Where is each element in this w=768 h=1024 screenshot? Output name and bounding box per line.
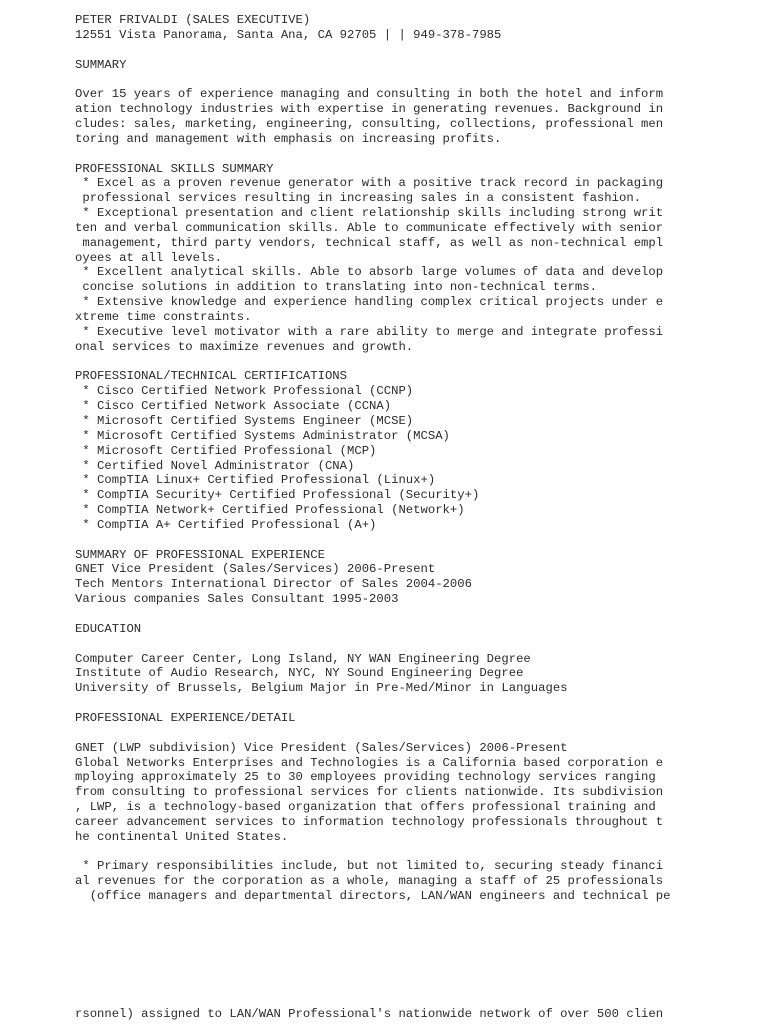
resume-line: * CompTIA A+ Certified Professional (A+) (75, 517, 377, 532)
resume-line: * CompTIA Network+ Certified Professional (Network+) (75, 503, 465, 518)
resume-line: Computer Career Center, Long Island, NY WAN Engineering Degree (75, 651, 531, 666)
resume-line: xtreme time constraints. (75, 310, 252, 324)
resume-line: concise solutions in addition to translating into non-technical terms. (75, 280, 597, 295)
page-continuation-line: rsonnel) assigned to LAN/WAN Professional's nationwide network of over 500 clien (75, 1007, 664, 1021)
resume-line: ten and verbal communication skills. Able to communicate effectively with senior (75, 220, 664, 235)
resume-line: PROFESSIONAL EXPERIENCE/DETAIL (75, 710, 296, 725)
resume-line: * Excel as a proven revenue generator with a positive track record in packaging (75, 176, 664, 191)
resume-line: onal services to maximize revenues and growth. (75, 339, 414, 354)
resume-line: toring and management with emphasis on increasing profits. (75, 131, 502, 146)
resume-line: oyees at all levels. (75, 250, 223, 265)
resume-line: cludes: sales, marketing, engineering, consulting, collections, professional men (75, 116, 664, 131)
resume-line: * Cisco Certified Network Professional (CCNP) (75, 384, 414, 399)
resume-line: * Cisco Certified Network Associate (CCNA) (75, 399, 392, 414)
resume-line: EDUCATION (75, 621, 142, 636)
resume-line: * Executive level motivator with a rare ability to merge and integrate professi (75, 324, 664, 339)
resume-line: * Excellent analytical skills. Able to absorb large volumes of data and develop (75, 265, 664, 280)
resume-line: * Extensive knowledge and experience handling complex critical projects under e (75, 295, 664, 310)
resume-line: * CompTIA Linux+ Certified Professional (Linux+) (75, 473, 436, 488)
resume-line: SUMMARY (75, 57, 127, 72)
resume-line: * Microsoft Certified Systems Engineer (MCSE) (75, 413, 414, 428)
resume-line: SUMMARY OF PROFESSIONAL EXPERIENCE (75, 547, 325, 562)
resume-line: * Primary responsibilities include, but not limited to, securing steady financi (75, 859, 664, 874)
resume-line: , LWP, is a technology-based organization that offers professional training and (75, 800, 656, 815)
resume-line: (office managers and departmental directors, LAN/WAN engineers and technical pe (75, 889, 671, 904)
resume-line: Over 15 years of experience managing and consulting in both the hotel and inform (75, 87, 664, 102)
resume-line: University of Brussels, Belgium Major in Pre-Med/Minor in Languages (75, 681, 568, 696)
resume-line: Institute of Audio Research, NYC, NY Sound Engineering Degree (75, 666, 524, 681)
resume-line: Global Networks Enterprises and Technologies is a California based corporation e (75, 755, 664, 770)
resume-line: career advancement services to information technology professionals throughout t (75, 814, 664, 829)
resume-line: PROFESSIONAL/TECHNICAL CERTIFICATIONS (75, 369, 347, 384)
resume-line: mploying approximately 25 to 30 employees providing technology services ranging (75, 770, 656, 785)
resume-line: Tech Mentors International Director of Sales 2004-2006 (75, 577, 472, 592)
resume-line: from consulting to professional services for clients nationwide. Its subdivision (75, 785, 664, 800)
resume-line: GNET Vice President (Sales/Services) 2006-Present (75, 562, 436, 577)
resume-line: * Microsoft Certified Professional (MCP) (75, 443, 377, 458)
resume-line: al revenues for the corporation as a whole, managing a staff of 25 professionals (75, 874, 664, 889)
resume-line: 12551 Vista Panorama, Santa Ana, CA 92705 | | 949-378-7985 (75, 27, 502, 42)
resume-line: ation technology industries with expertise in generating revenues. Background in (75, 102, 664, 117)
resume-line: * Certified Novel Administrator (CNA) (75, 458, 355, 473)
resume-line: he continental United States. (75, 829, 289, 844)
resume-line: professional services resulting in increasing sales in a consistent fashion. (75, 191, 642, 206)
resume-line: * CompTIA Security+ Certified Professional (Security+) (75, 488, 480, 503)
resume-line: PETER FRIVALDI (SALES EXECUTIVE) (75, 13, 311, 27)
resume-line: Various companies Sales Consultant 1995-2003 (75, 592, 399, 607)
resume-line: * Exceptional presentation and client relationship skills including strong writ (75, 206, 664, 221)
resume-line: * Microsoft Certified Systems Administrator (MCSA) (75, 428, 450, 443)
resume-line: PROFESSIONAL SKILLS SUMMARY (75, 161, 274, 176)
resume-line: GNET (LWP subdivision) Vice President (Sales/Services) 2006-Present (75, 740, 568, 755)
resume-line: management, third party vendors, technical staff, as well as non-technical empl (75, 235, 664, 250)
